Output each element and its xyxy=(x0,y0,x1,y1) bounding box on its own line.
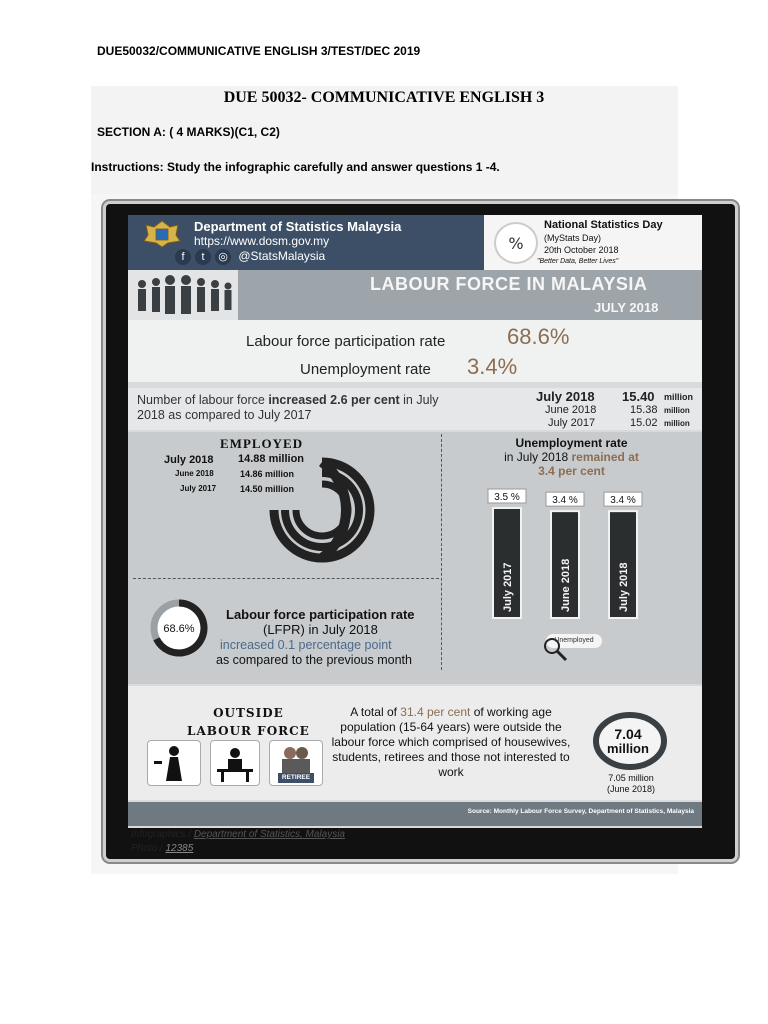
outside-labour-text: A total of 31.4 per cent of working age population (15-64 years) were outside the labour force which comprised of housewives, students, retirees and those not interested to work xyxy=(331,705,571,779)
retiree-label: RETIREE xyxy=(278,773,314,783)
labour-force-unit-0: million xyxy=(664,392,693,402)
labour-force-unit-2: million xyxy=(664,419,690,428)
infographic-credit: Infographics / Department of Statistics, Malaysia xyxy=(131,829,345,840)
unemployment-bar-chart xyxy=(441,480,702,620)
org-name: Department of Statistics Malaysia xyxy=(194,219,402,234)
labour-force-value-0: 15.40 xyxy=(622,389,655,404)
labour-force-period-0: July 2018 xyxy=(536,389,595,404)
employed-period-1: June 2018 xyxy=(175,469,214,478)
arc-july-2017 xyxy=(296,484,348,536)
labour-force-period-2: July 2017 xyxy=(548,417,596,429)
facebook-icon: f xyxy=(175,249,191,265)
horizontal-divider xyxy=(133,578,439,579)
housewife-icon xyxy=(147,740,201,786)
bar-value-label: 3.5 % xyxy=(494,492,520,503)
employed-period-0: July 2018 xyxy=(164,454,214,466)
photo-credit: Photo / 12385 xyxy=(131,843,194,854)
credit-link[interactable]: Department of Statistics, Malaysia xyxy=(193,829,345,840)
lfpr-ring-graphic xyxy=(143,597,215,659)
outside-ring-number: 7.04 million xyxy=(607,726,649,756)
unemployment-section-title: Unemployment rate xyxy=(515,436,628,450)
bar-value-label: 3.4 % xyxy=(610,495,636,507)
employed-title: EMPLOYED xyxy=(220,436,304,451)
lfpr-label: Labour force participation rate xyxy=(246,333,446,350)
outside-labour-title: OUTSIDE LABOUR FORCE xyxy=(187,706,310,738)
workers-group-icon xyxy=(128,270,238,320)
unemployed-tag: Unemployed xyxy=(546,634,602,648)
instructions-text: Instructions: Study the infographic carefully and answer questions 1 -4. xyxy=(91,160,500,174)
lfpr-ring-value: 68.6% xyxy=(163,623,195,635)
labour-force-unit-1: million xyxy=(664,406,690,415)
lfpr-line-3: increased 0.1 percentage point xyxy=(220,638,392,652)
lfpr-line-4: as compared to the previous month xyxy=(216,653,412,667)
org-url: https://www.dosm.gov.my xyxy=(194,234,330,248)
document-title: DUE 50032- COMMUNICATIVE ENGLISH 3 xyxy=(223,89,545,106)
source-text: Source: Monthly Labour Force Survey, Department of Statistics, Malaysia xyxy=(467,808,694,815)
infographic-title: LABOUR FORCE IN MALAYSIA xyxy=(370,274,648,294)
event-title: National Statistics Day xyxy=(544,219,663,231)
bar-category-label: July 2017 xyxy=(502,562,514,612)
document-header-code: DUE50032/COMMUNICATIVE ENGLISH 3/TEST/DEC 2019 xyxy=(97,44,421,58)
lfpr-line-2: (LFPR) in July 2018 xyxy=(263,622,378,637)
labour-force-value-1: 15.38 xyxy=(630,404,658,416)
infographic-subtitle: JULY 2018 xyxy=(594,300,659,315)
bar-value-label: 3.4 % xyxy=(552,495,578,507)
unemployment-section-sub: in July 2018 remained at 3.4 per cent xyxy=(504,450,639,478)
event-subtitle: (MyStats Day) xyxy=(544,233,602,243)
percent-icon xyxy=(496,224,536,262)
lfpr-line-1: Labour force participation rate xyxy=(226,607,415,622)
unemployment-label: Unemployment rate xyxy=(300,361,431,378)
labour-force-value-2: 15.02 xyxy=(630,417,658,429)
labour-force-increase-text: Number of labour force increased 2.6 per cent in July 2018 as compared to July 2017 xyxy=(137,393,439,422)
student-icon xyxy=(210,740,260,786)
magnifier-icon xyxy=(540,636,570,662)
lfpr-value: 68.6% xyxy=(507,324,570,349)
employed-value-1: 14.86 million xyxy=(240,469,295,479)
employed-value-2: 14.50 million xyxy=(240,484,295,494)
section-heading: SECTION A: ( 4 MARKS)(C1, C2) xyxy=(97,125,280,139)
employed-arcs-graphic xyxy=(250,440,410,570)
stats-day-logo-icon xyxy=(494,222,538,264)
bar-category-label: June 2018 xyxy=(560,558,572,612)
event-date: 20th October 2018 xyxy=(544,245,619,255)
instagram-icon: ◎ xyxy=(215,249,231,265)
unemployment-value: 3.4% xyxy=(467,354,518,379)
labour-force-period-1: June 2018 xyxy=(545,404,597,416)
employed-period-2: July 2017 xyxy=(180,484,217,493)
employed-value-0: 14.88 million xyxy=(238,453,305,465)
twitter-icon: t xyxy=(195,249,211,265)
retiree-icon xyxy=(269,740,323,786)
social-handle: @StatsMalaysia xyxy=(238,249,326,263)
photo-link[interactable]: 12385 xyxy=(165,843,194,854)
malaysia-crest-icon xyxy=(140,219,184,249)
svg-text:%: % xyxy=(508,234,524,253)
outside-ring-note: 7.05 million (June 2018) xyxy=(606,773,656,794)
bar-category-label: July 2018 xyxy=(618,562,630,612)
social-row xyxy=(175,249,325,265)
event-tagline: "Better Data, Better Lives" xyxy=(537,258,619,265)
